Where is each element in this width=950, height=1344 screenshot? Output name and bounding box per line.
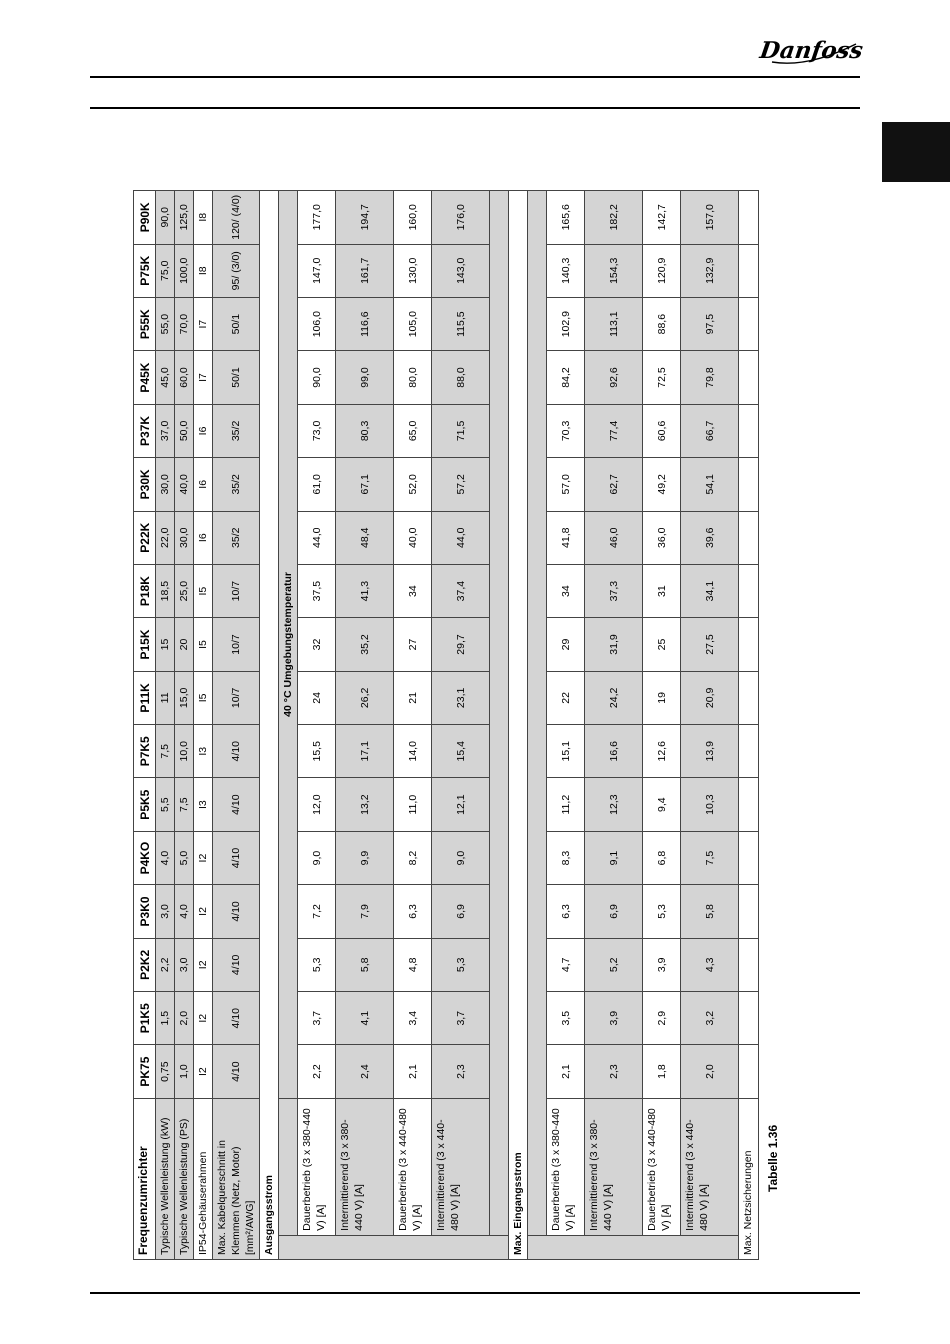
input-section-row xyxy=(509,191,528,1260)
output-value: 130,0 xyxy=(394,244,432,297)
output-value: 5,3 xyxy=(298,938,336,991)
ip54-value: I2 xyxy=(194,938,213,991)
cable-value: 4/10 xyxy=(213,885,260,938)
ps-value: 4,0 xyxy=(175,885,194,938)
input-value: 92,6 xyxy=(585,351,643,404)
cable-value: 4/10 xyxy=(213,831,260,884)
input-value: 88,6 xyxy=(643,297,681,350)
ps-value: 15,0 xyxy=(175,671,194,724)
output-value: 105,0 xyxy=(394,297,432,350)
danfoss-logo xyxy=(758,32,865,70)
kw-value: 30,0 xyxy=(156,458,175,511)
ip54-value: I6 xyxy=(194,511,213,564)
input-value: 9,4 xyxy=(643,778,681,831)
output-data-row xyxy=(336,191,394,1260)
output-value: 37,4 xyxy=(432,564,490,617)
input-value: 15,1 xyxy=(547,725,585,778)
ps-value: 20 xyxy=(175,618,194,671)
output-value: 52,0 xyxy=(394,458,432,511)
output-value: 80,0 xyxy=(394,351,432,404)
output-value: 2,3 xyxy=(432,1045,490,1098)
input-value: 2,1 xyxy=(547,1045,585,1098)
input-value: 5,2 xyxy=(585,938,643,991)
fuses-row xyxy=(739,191,759,1260)
table-caption: Tabelle 1.36 xyxy=(766,1124,780,1192)
kw-value: 1,5 xyxy=(156,992,175,1045)
fuses-value xyxy=(739,831,759,884)
ip54-value: I5 xyxy=(194,618,213,671)
output-value: 3,4 xyxy=(394,992,432,1045)
input-value: 140,3 xyxy=(547,244,585,297)
input-value: 79,8 xyxy=(681,351,739,404)
input-value: 9,1 xyxy=(585,831,643,884)
output-value: 11,0 xyxy=(394,778,432,831)
spec-table xyxy=(133,190,759,1260)
fuses-value xyxy=(739,564,759,617)
output-value: 90,0 xyxy=(298,351,336,404)
ip54-row xyxy=(194,191,213,1260)
output-value: 176,0 xyxy=(432,191,490,245)
column-header: PK75 xyxy=(134,1045,156,1098)
cable-label: Max. Kabelquerschnitt in Klemmen (Netz, Motor) [mm²/AWG] xyxy=(213,1098,260,1259)
fuses-value xyxy=(739,297,759,350)
ps-value: 30,0 xyxy=(175,511,194,564)
output-data-row xyxy=(298,191,336,1260)
input-value: 97,5 xyxy=(681,297,739,350)
input-value: 11,2 xyxy=(547,778,585,831)
fuses-value xyxy=(739,1045,759,1098)
output-value: 71,5 xyxy=(432,404,490,457)
output-value: 12,0 xyxy=(298,778,336,831)
fuses-value xyxy=(739,992,759,1045)
ip54-label: IP54-Gehäuserahmen xyxy=(194,1098,213,1259)
cable-value: 4/10 xyxy=(213,938,260,991)
cable-value: 4/10 xyxy=(213,1045,260,1098)
output-value: 6,9 xyxy=(432,885,490,938)
cable-value: 4/10 xyxy=(213,725,260,778)
ip54-value: I5 xyxy=(194,564,213,617)
chapter-tab-marker xyxy=(882,122,950,182)
column-header: P75K xyxy=(134,244,156,297)
cable-row xyxy=(213,191,260,1260)
input-value: 34 xyxy=(547,564,585,617)
output-value: 26,2 xyxy=(336,671,394,724)
input-value: 25 xyxy=(643,618,681,671)
input-value: 4,3 xyxy=(681,938,739,991)
cable-value: 10/7 xyxy=(213,564,260,617)
input-data-row xyxy=(547,191,585,1260)
ip54-value: I8 xyxy=(194,244,213,297)
cable-value: 35/2 xyxy=(213,458,260,511)
output-value: 14,0 xyxy=(394,725,432,778)
input-value: 113,1 xyxy=(585,297,643,350)
kw-value: 90,0 xyxy=(156,191,175,245)
input-value: 29 xyxy=(547,618,585,671)
ambient-row xyxy=(279,191,298,1260)
input-value: 120,9 xyxy=(643,244,681,297)
input-value: 31,9 xyxy=(585,618,643,671)
output-value: 15,4 xyxy=(432,725,490,778)
input-value: 34,1 xyxy=(681,564,739,617)
output-row-label: Intermittierend (3 x 380-440 V) [A] xyxy=(336,1098,394,1235)
kw-value: 22,0 xyxy=(156,511,175,564)
input-value: 154,3 xyxy=(585,244,643,297)
input-value: 20,9 xyxy=(681,671,739,724)
input-value: 2,3 xyxy=(585,1045,643,1098)
input-section-label: Max. Eingangsstrom xyxy=(509,191,528,1260)
fuses-value xyxy=(739,938,759,991)
output-value: 27 xyxy=(394,618,432,671)
input-spacer-row xyxy=(528,191,547,1260)
output-value: 35,2 xyxy=(336,618,394,671)
input-data-row xyxy=(643,191,681,1260)
column-header: P11K xyxy=(134,671,156,724)
input-row-label: Dauerbetrieb (3 x 440-480 V) [A] xyxy=(643,1098,681,1235)
input-value: 19 xyxy=(643,671,681,724)
output-value: 116,6 xyxy=(336,297,394,350)
kw-value: 75,0 xyxy=(156,244,175,297)
ps-value: 60,0 xyxy=(175,351,194,404)
gap-cell xyxy=(490,191,509,1236)
output-value: 29,7 xyxy=(432,618,490,671)
column-header: P30K xyxy=(134,458,156,511)
fuses-label: Max. Netzsicherungen xyxy=(739,1098,759,1259)
input-value: 6,8 xyxy=(643,831,681,884)
fuses-value xyxy=(739,725,759,778)
input-value: 36,0 xyxy=(643,511,681,564)
input-value: 70,3 xyxy=(547,404,585,457)
ip54-value: I2 xyxy=(194,992,213,1045)
header-row xyxy=(134,191,156,1260)
cable-value: 4/10 xyxy=(213,992,260,1045)
fuses-value xyxy=(739,351,759,404)
spacer-cell xyxy=(528,191,547,1236)
kw-value: 4,0 xyxy=(156,831,175,884)
input-value: 31 xyxy=(643,564,681,617)
kw-value: 0,75 xyxy=(156,1045,175,1098)
kw-value: 45,0 xyxy=(156,351,175,404)
input-value: 62,7 xyxy=(585,458,643,511)
cable-value: 95/ (3/0) xyxy=(213,244,260,297)
input-value: 39,6 xyxy=(681,511,739,564)
ambient-label: 40 °C Umgebungstemperatur xyxy=(279,191,298,1099)
input-value: 2,9 xyxy=(643,992,681,1045)
output-value: 65,0 xyxy=(394,404,432,457)
output-value: 4,8 xyxy=(394,938,432,991)
kw-label: Typische Wellenleistung (kW) xyxy=(156,1098,175,1259)
input-row-label: Dauerbetrieb (3 x 380-440 V) [A] xyxy=(547,1098,585,1235)
output-value: 2,4 xyxy=(336,1045,394,1098)
ip54-value: I6 xyxy=(194,404,213,457)
input-value: 142,7 xyxy=(643,191,681,245)
input-value: 84,2 xyxy=(547,351,585,404)
output-value: 61,0 xyxy=(298,458,336,511)
ps-value: 2,0 xyxy=(175,992,194,1045)
output-value: 12,1 xyxy=(432,778,490,831)
input-value: 7,5 xyxy=(681,831,739,884)
ip54-value: I7 xyxy=(194,297,213,350)
output-value: 143,0 xyxy=(432,244,490,297)
output-value: 23,1 xyxy=(432,671,490,724)
output-value: 15,5 xyxy=(298,725,336,778)
output-value: 48,4 xyxy=(336,511,394,564)
output-value: 4,1 xyxy=(336,992,394,1045)
ps-value: 10,0 xyxy=(175,725,194,778)
column-header: P45K xyxy=(134,351,156,404)
input-value: 165,6 xyxy=(547,191,585,245)
cable-value: 50/1 xyxy=(213,351,260,404)
output-row-label: Dauerbetrieb (3 x 380-440 V) [A] xyxy=(298,1098,336,1235)
column-header: P7K5 xyxy=(134,725,156,778)
input-value: 3,9 xyxy=(585,992,643,1045)
input-value: 60,6 xyxy=(643,404,681,457)
cable-value: 50/1 xyxy=(213,297,260,350)
ip54-value: I5 xyxy=(194,671,213,724)
output-value: 6,3 xyxy=(394,885,432,938)
kw-value: 2,2 xyxy=(156,938,175,991)
input-value: 41,8 xyxy=(547,511,585,564)
input-value: 22 xyxy=(547,671,585,724)
column-header: P18K xyxy=(134,564,156,617)
output-value: 17,1 xyxy=(336,725,394,778)
ip54-value: I7 xyxy=(194,351,213,404)
output-value: 57,2 xyxy=(432,458,490,511)
fuses-value xyxy=(739,671,759,724)
fuses-value xyxy=(739,458,759,511)
input-value: 3,2 xyxy=(681,992,739,1045)
ps-value: 1,0 xyxy=(175,1045,194,1098)
output-value: 37,5 xyxy=(298,564,336,617)
output-value: 8,2 xyxy=(394,831,432,884)
cable-value: 120/ (4/0) xyxy=(213,191,260,245)
output-value: 13,2 xyxy=(336,778,394,831)
column-header: P90K xyxy=(134,191,156,245)
output-value: 177,0 xyxy=(298,191,336,245)
output-value: 3,7 xyxy=(432,992,490,1045)
ambient-spacer xyxy=(279,1098,298,1235)
output-value: 88,0 xyxy=(432,351,490,404)
input-value: 6,9 xyxy=(585,885,643,938)
kw-value: 3,0 xyxy=(156,885,175,938)
output-gap-row xyxy=(490,191,509,1260)
ip54-value: I6 xyxy=(194,458,213,511)
input-row-label: Intermittierend (3 x 440-480 V) [A] xyxy=(681,1098,739,1235)
output-value: 9,0 xyxy=(432,831,490,884)
input-value: 66,7 xyxy=(681,404,739,457)
input-value: 37,3 xyxy=(585,564,643,617)
top-rule-2 xyxy=(90,107,860,109)
cable-value: 10/7 xyxy=(213,671,260,724)
output-value: 5,3 xyxy=(432,938,490,991)
fuses-value xyxy=(739,778,759,831)
output-value: 161,7 xyxy=(336,244,394,297)
output-value: 106,0 xyxy=(298,297,336,350)
column-header: P1K5 xyxy=(134,992,156,1045)
kw-value: 18,5 xyxy=(156,564,175,617)
output-value: 21 xyxy=(394,671,432,724)
ps-value: 70,0 xyxy=(175,297,194,350)
output-value: 67,1 xyxy=(336,458,394,511)
input-value: 3,5 xyxy=(547,992,585,1045)
fuses-value xyxy=(739,191,759,245)
top-rule-1 xyxy=(90,76,860,78)
ip54-value: I3 xyxy=(194,778,213,831)
input-row-label: Intermittierend (3 x 380-440 V) [A] xyxy=(585,1098,643,1235)
ps-value: 40,0 xyxy=(175,458,194,511)
input-value: 46,0 xyxy=(585,511,643,564)
kw-value: 11 xyxy=(156,671,175,724)
column-header: P37K xyxy=(134,404,156,457)
ip54-value: I2 xyxy=(194,831,213,884)
ps-value: 3,0 xyxy=(175,938,194,991)
ps-value: 5,0 xyxy=(175,831,194,884)
fuses-value xyxy=(739,885,759,938)
input-value: 5,3 xyxy=(643,885,681,938)
output-value: 40,0 xyxy=(394,511,432,564)
cable-value: 4/10 xyxy=(213,778,260,831)
input-value: 182,2 xyxy=(585,191,643,245)
input-value: 12,6 xyxy=(643,725,681,778)
input-value: 2,0 xyxy=(681,1045,739,1098)
output-value: 99,0 xyxy=(336,351,394,404)
input-value: 10,3 xyxy=(681,778,739,831)
output-row-label: Dauerbetrieb (3 x 440-480 V) [A] xyxy=(394,1098,432,1235)
input-value: 57,0 xyxy=(547,458,585,511)
input-value: 6,3 xyxy=(547,885,585,938)
ps-value: 7,5 xyxy=(175,778,194,831)
output-value: 44,0 xyxy=(432,511,490,564)
output-value: 80,3 xyxy=(336,404,394,457)
input-value: 72,5 xyxy=(643,351,681,404)
output-indent xyxy=(279,1235,509,1259)
cable-value: 10/7 xyxy=(213,618,260,671)
output-value: 44,0 xyxy=(298,511,336,564)
svg-text:Danfoss: Danfoss xyxy=(758,37,865,64)
output-value: 3,7 xyxy=(298,992,336,1045)
input-data-row xyxy=(681,191,739,1260)
output-value: 7,9 xyxy=(336,885,394,938)
input-value: 24,2 xyxy=(585,671,643,724)
column-header: P4KO xyxy=(134,831,156,884)
input-value: 13,9 xyxy=(681,725,739,778)
column-header: P2K2 xyxy=(134,938,156,991)
kw-value: 37,0 xyxy=(156,404,175,457)
output-value: 160,0 xyxy=(394,191,432,245)
fuses-value xyxy=(739,511,759,564)
ps-row xyxy=(175,191,194,1260)
input-value: 3,9 xyxy=(643,938,681,991)
cable-value: 35/2 xyxy=(213,511,260,564)
input-value: 54,1 xyxy=(681,458,739,511)
cable-value: 35/2 xyxy=(213,404,260,457)
kw-value: 15 xyxy=(156,618,175,671)
ps-label: Typische Wellenleistung (PS) xyxy=(175,1098,194,1259)
kw-value: 55,0 xyxy=(156,297,175,350)
output-value: 194,7 xyxy=(336,191,394,245)
output-section-label: Ausgangsstrom xyxy=(260,191,279,1260)
column-header: P15K xyxy=(134,618,156,671)
input-data-row xyxy=(585,191,643,1260)
rotated-table-wrapper xyxy=(133,190,754,1260)
output-value: 2,2 xyxy=(298,1045,336,1098)
kw-value: 7,5 xyxy=(156,725,175,778)
column-header: P55K xyxy=(134,297,156,350)
output-row-label: Intermittierend (3 x 440-480 V) [A] xyxy=(432,1098,490,1235)
fuses-value xyxy=(739,244,759,297)
input-value: 77,4 xyxy=(585,404,643,457)
input-value: 102,9 xyxy=(547,297,585,350)
input-value: 27,5 xyxy=(681,618,739,671)
input-value: 1,8 xyxy=(643,1045,681,1098)
input-indent xyxy=(528,1235,739,1259)
ps-value: 25,0 xyxy=(175,564,194,617)
ip54-value: I2 xyxy=(194,885,213,938)
output-data-row xyxy=(432,191,490,1260)
ps-value: 50,0 xyxy=(175,404,194,457)
output-value: 9,0 xyxy=(298,831,336,884)
output-value: 34 xyxy=(394,564,432,617)
input-value: 16,6 xyxy=(585,725,643,778)
fuses-value xyxy=(739,404,759,457)
output-value: 115,5 xyxy=(432,297,490,350)
input-value: 4,7 xyxy=(547,938,585,991)
ip54-value: I3 xyxy=(194,725,213,778)
input-value: 12,3 xyxy=(585,778,643,831)
output-value: 5,8 xyxy=(336,938,394,991)
column-header: P5K5 xyxy=(134,778,156,831)
header-label: Frequenzumrichter xyxy=(134,1098,156,1259)
kw-row xyxy=(156,191,175,1260)
output-data-row xyxy=(394,191,432,1260)
output-value: 9,9 xyxy=(336,831,394,884)
output-value: 147,0 xyxy=(298,244,336,297)
output-value: 24 xyxy=(298,671,336,724)
ip54-value: I8 xyxy=(194,191,213,245)
input-value: 132,9 xyxy=(681,244,739,297)
output-value: 32 xyxy=(298,618,336,671)
output-value: 2,1 xyxy=(394,1045,432,1098)
output-value: 41,3 xyxy=(336,564,394,617)
input-value: 157,0 xyxy=(681,191,739,245)
input-value: 5,8 xyxy=(681,885,739,938)
bottom-rule xyxy=(90,1292,860,1294)
input-value: 8,3 xyxy=(547,831,585,884)
output-value: 73,0 xyxy=(298,404,336,457)
output-value: 7,2 xyxy=(298,885,336,938)
column-header: P3K0 xyxy=(134,885,156,938)
ps-value: 100,0 xyxy=(175,244,194,297)
column-header: P22K xyxy=(134,511,156,564)
output-section-row xyxy=(260,191,279,1260)
fuses-value xyxy=(739,618,759,671)
kw-value: 5,5 xyxy=(156,778,175,831)
input-value: 49,2 xyxy=(643,458,681,511)
ip54-value: I2 xyxy=(194,1045,213,1098)
ps-value: 125,0 xyxy=(175,191,194,245)
